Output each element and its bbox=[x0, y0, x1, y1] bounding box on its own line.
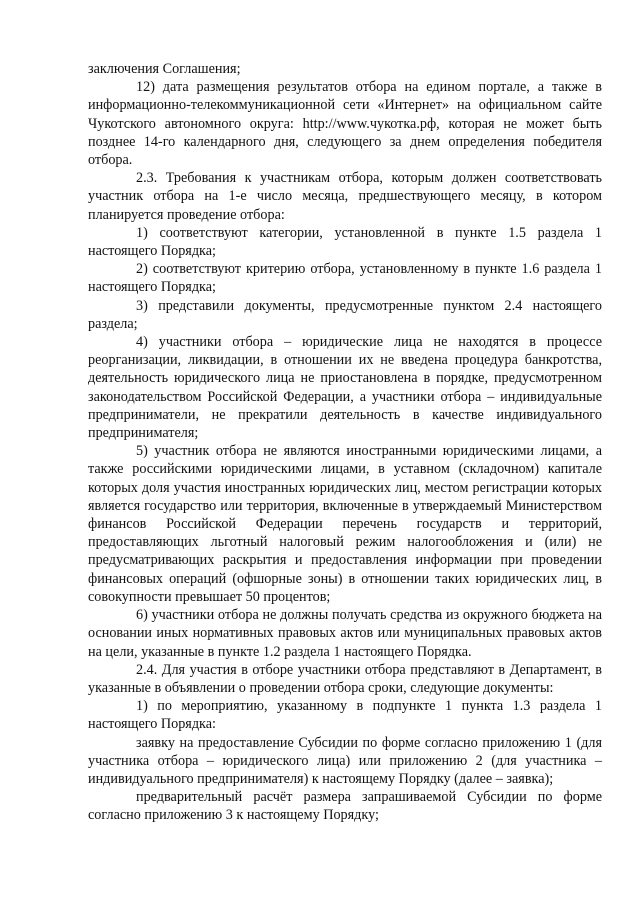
paragraph-section-2-4: 2.4. Для участия в отборе участники отбора представляют в Департамент, в указанные в объявлении о проведении отбора сроки, следующие документы: bbox=[88, 661, 602, 696]
paragraph-requirement-6: 6) участники отбора не должны получать средства из окружного бюджета на основании иных нормативных правовых актов или муниципальных правовых актов на цели, указанные в пункте 1.2 раздела 1 настоящего Порядка. bbox=[88, 607, 602, 660]
paragraph-requirement-4: 4) участники отбора – юридические лица не находятся в процессе реорганизации, ликвидации, в отношении их не введена процедура банкротства, деятельность юридического лица не приостановлена в порядке, предусмотренном законодательством Российской Федерации, а участники отбора – индивидуальные предприниматели, не прекратили деятельность в качестве индивидуального предпринимателя; bbox=[88, 334, 602, 442]
paragraph-section-2-3: 2.3. Требования к участникам отбора, которым должен соответствовать участник отбора на 1-е число месяца, предшествующего месяцу, в котором планируется проведение отбора: bbox=[88, 170, 602, 223]
paragraph-agreement-conclusion: заключения Соглашения; bbox=[88, 61, 241, 77]
paragraph-preliminary-calculation: предварительный расчёт размера запрашиваемой Субсидии по форме согласно приложению 3 к настоящему Порядку; bbox=[88, 789, 602, 824]
paragraph-item-12: 12) дата размещения результатов отбора на едином портале, а также в информационно-телекоммуникационной сети «Интернет» на официальном сайте Чукотского автономного округа: http://www.чукотка.рф, которая не может быть позднее 14-го календарного дня, следующего за днем определения победителя отбора. bbox=[88, 79, 602, 169]
paragraph-application: заявку на предоставление Субсидии по форме согласно приложению 1 (для участника отбора – юридического лица) или приложению 2 (для участника – индивидуального предпринимателя) к настоящему Порядку (далее – заявка); bbox=[88, 734, 602, 787]
paragraph-requirement-1: 1) соответствуют категории, установленной в пункте 1.5 раздела 1 настоящего Порядка; bbox=[88, 224, 602, 260]
paragraph-requirement-5: 5) участник отбора не являются иностранными юридическими лицами, а также российскими юридическими лицами, в уставном (складочном) капитале которых доля участия иностранных юридических лиц, местом регистрации которых является государство или территория, включенные в утверждаемый Министерством финансов Российской Федерации перечень государств и территорий, предоставляющих льготный налоговый режим налогообложения и (или) не предусматривающих раскрытия и предоставления информации при проведении финансовых операций (офшорные зоны) в отношении таких юридических лиц, в совокупности превышает 50 процентов; bbox=[88, 443, 602, 605]
paragraph-requirement-2: 2) соответствуют критерию отбора, установленному в пункте 1.6 раздела 1 настоящего Порядка; bbox=[88, 261, 602, 296]
paragraph-document-1: 1) по мероприятию, указанному в подпункте 1 пункта 1.3 раздела 1 настоящего Порядка: bbox=[88, 698, 602, 733]
paragraph-requirement-3: 3) представили документы, предусмотренные пунктом 2.4 настоящего раздела; bbox=[88, 297, 602, 332]
